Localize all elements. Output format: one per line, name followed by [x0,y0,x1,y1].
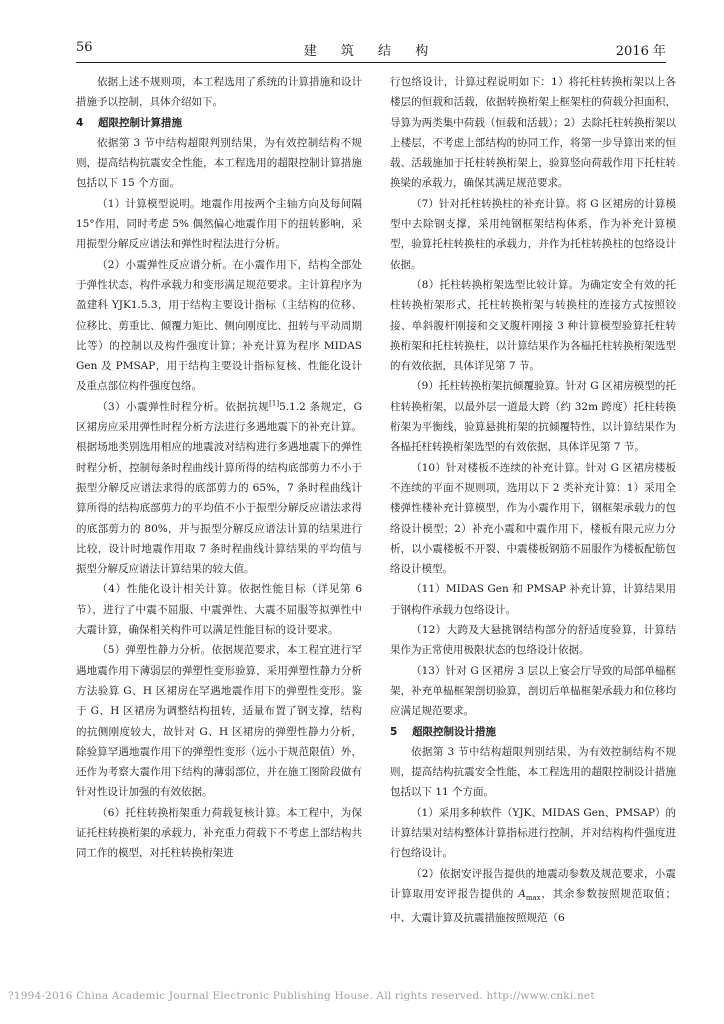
publication-year: 2016 年 [615,44,666,59]
design-item-1-paragraph: （1）采用多种软件（YJK、MIDAS Gen、PMSAP）的计算结果对结构整体计算指标进行控制，并对结构构件强度进行包络设计。 [390,806,676,860]
item-9-paragraph: （9）托柱转换桁架抗倾覆验算。针对 G 区裙房模型的托柱转换桁架，以最外层一道最大跨（约 32m 跨度）托柱转换桁架为平衡线，验算悬挑桁架的抗倾覆特性，以计算结果作为各榀托柱转换桁架选型的有效依据，具体详见第 7 节。 [390,380,676,454]
item-8-paragraph: （8）托柱转换桁架选型比较计算。为确定安全有效的托柱转换桁架形式，托柱转换桁架与转换柱的连接方式按照铰接、单斜腹杆刚接和交叉腹杆刚接 3 种计算模型验算托柱转换桁架和托柱转换柱，以计算结果作为各榀托柱转换桁架选型的有效依据，具体详见第 7 节。 [390,278,676,373]
section-4-number: 4 [76,116,84,129]
page-number: 56 [76,40,93,55]
journal-title: 建 筑 结 构 [303,44,439,59]
item-3-text-a: （3）小震弹性时程分析。依据抗规 [97,400,270,413]
section-5-title: 超限控制设计措施 [412,725,496,738]
item-5-paragraph: （5）弹塑性静力分析。依据规范要求，本工程宜进行罕遇地震作用下薄弱层的弹塑性变形验算，采用弹塑性静力分析方法验算 G、H 区裙房在罕遇地震作用下的弹塑性变形。鉴于 G、H 区裙房为调整结构扭转，适量布置了钢支撑，结构的抗侧刚度较大，故针对 G、H 区裙房的弹塑性静力分析，除验算罕遇地震作用下的弹塑性变形（远小于规范限值）外，还作为考察大震作用下结构的薄弱部位，并在施工图阶段做有针对性设计加强的有效依据。 [76,644,362,799]
item-7-paragraph: （7）针对托柱转换柱的补充计算。将 G 区裙房的计算模型中去除钢支撑，采用纯钢框架结构体系，作为补充计算模型，验算托柱转换柱的承载力，并作为托柱转换柱的包络设计依据。 [390,197,676,271]
item-11-paragraph: （11）MIDAS Gen 和 PMSAP 补充计算，计算结果用于钢构件承载力包络设计。 [390,583,676,616]
page-header [76,40,666,60]
item-12-paragraph: （12）大跨及大悬挑钢结构部分的舒适度验算，计算结果作为正常使用极限状态的包络设计依据。 [390,624,676,657]
item-2-paragraph: （2）小震弹性反应谱分析。在小震作用下，结构全部处于弹性状态，构件承载力和变形满足规范要求。主计算程序为盈建科 YJK1.5.3，用于结构主要设计指标（主结构的位移、位移比、剪重比、倾覆力矩比、侧向刚度比、扭转与平动周期比等）的控制以及构件强度计算；补充计算为程序 MIDAS Gen 及 PMSAP，用于结构主要设计指标复核、性能化设计及重点部位构件强度包络。 [76,258,362,393]
section-4-title: 超限控制计算措施 [98,116,182,129]
item-13-paragraph: （13）针对 G 区裙房 3 层以上宴会厅导致的局部单榀框架，补充单榀框架剖切验算，剖切后单榀框架承载力和位移均应满足规范要求。 [390,664,676,718]
amax-subscript: max [525,893,541,902]
section-4-intro: 依据第 3 节中结构超限判别结果，为有效控制结构不规则，提高结构抗震安全性能，本工程选用的超限控制计算措施包括以下 15 个方面。 [76,136,362,190]
item-6-paragraph: （6）托柱转换桁架重力荷载复核计算。本工程中，为保证托柱转换桁架的承载力，补充重力荷载下不考虑上部结构共同工作的模型，对托柱转换桁架进 [76,806,362,860]
section-5-intro: 依据第 3 节中结构超限判别结果，为有效控制结构不规则，提高结构抗震安全性能，本工程选用的超限控制设计措施包括以下 11 个方面。 [390,745,676,799]
right-column [390,72,676,929]
item-3-text-b: 5.1.2 条规定，G 区裙房应采用弹性时程分析方法进行多遇地震下的补充计算。根据场地类别选用相应的地震波对结构进行多遇地震下的弹性时程分析，控制每条时程曲线计算所得的结构底部剪力不小于振型分解反应谱法求得的底部剪力的 65%，7 条时程曲线计算所得的结构底部剪力的平均值不小于振型分解反应谱法求得的底部剪力的 80%，并与振型分解反应谱法计算的结果进行比较，设计时地震作用取 7 条时程曲线计算结果的平均值与振型分解反应谱法计算结果的较大值。 [76,400,362,576]
item-1-paragraph: （1）计算模型说明。地震作用按两个主轴方向及每间隔 15°作用，同时考虑 5% 偶然偏心地震作用下的扭转影响，采用振型分解反应谱法和弹性时程法进行分析。 [76,197,362,251]
design-item-2-text-a: （2）依据安评报告提供的地震动参数及规范要求，小震计算取用安评报告提供的 [390,867,676,900]
section-5-heading [390,722,676,742]
section-4-heading [76,113,362,133]
left-column [76,72,362,864]
item-4-paragraph: （4）性能化设计相关计算。依据性能目标（详见第 6 节），进行了中震不屈服、中震弹性、大震不屈服等拟弹性中大震计算，确保相关构件可以满足性能目标的设计要求。 [76,583,362,637]
header-rule [76,62,666,63]
design-item-2-paragraph [390,864,676,929]
item-3-paragraph [76,397,362,580]
intro-paragraph: 依据上述不规则项，本工程选用了系统的计算措施和设计措施予以控制，具体介绍如下。 [76,76,362,109]
item-6-continuation: 行包络设计，计算过程说明如下：1）将托柱转换桁架以上各楼层的恒载和活载，依据转换桁架上框架柱的荷载分担面积，导算为两类集中荷载（恒载和活载）；2）去除托柱转换桁架以上楼层，不考虑上部结构的协同工作，将第一步导算出来的恒载、活载施加于托柱转换桁架上，验算竖向荷载作用下托柱转换梁的承载力，确保其满足规范要求。 [390,76,676,190]
copyright-footer: ?1994-2016 China Academic Journal Electronic Publishing House. All rights reserved. http://www.cnki.net [8,990,595,1002]
citation-ref: [1] [269,399,280,408]
amax-symbol: A [518,887,526,900]
item-10-paragraph: （10）针对楼板不连续的补充计算。针对 G 区裙房楼板不连续的平面不规则项，选用以下 2 类补充计算：1）采用全楼弹性楼补充计算模型，作为小震作用下，钢框架承载力的包络设计模型；2）补充小震和中震作用下，楼板有限元应力分析，以小震楼板不开裂、中震楼板钢筋不屈服作为楼板配筋包络设计模型。 [390,461,676,576]
section-5-number: 5 [390,725,398,738]
design-item-2-text-b: ，其余参数按照规范取值；中、大震计算及抗震措施按照规范（6 [390,887,677,925]
